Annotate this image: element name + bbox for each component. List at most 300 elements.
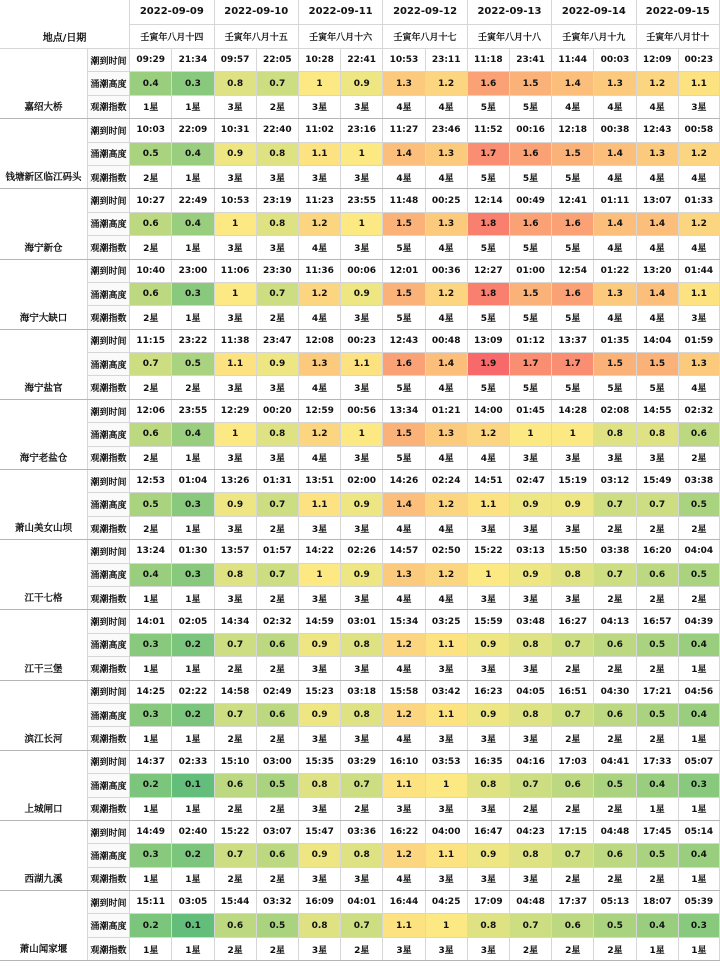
tide-index-cell: 1星 (678, 867, 719, 890)
tide-time-cell: 11:06 (214, 259, 256, 282)
tide-index-cell: 3星 (425, 937, 467, 960)
tide-height-cell: 1.3 (383, 72, 425, 95)
tide-time-cell: 10:27 (130, 189, 172, 212)
tide-height-cell: 1.6 (552, 282, 594, 305)
tide-height-cell: 1.5 (383, 212, 425, 235)
tide-index-cell: 3星 (467, 867, 509, 890)
table-row (0, 165, 720, 188)
tide-time-cell: 14:00 (467, 399, 509, 422)
tide-height-cell: 1.2 (425, 72, 467, 95)
tide-time-cell: 03:32 (256, 891, 298, 914)
tide-index-cell: 3星 (298, 797, 340, 820)
tide-height-cell: 0.6 (256, 633, 298, 656)
tide-index-cell: 3星 (467, 586, 509, 609)
tide-time-cell: 02:49 (256, 680, 298, 703)
table-row (0, 212, 720, 235)
tide-height-cell: 1.8 (467, 282, 509, 305)
tide-time-cell: 13:09 (467, 329, 509, 352)
tide-time-cell: 22:41 (341, 49, 383, 72)
tide-index-cell: 4星 (298, 236, 340, 259)
tide-height-cell: 0.5 (256, 914, 298, 937)
tide-time-cell: 01:59 (678, 329, 719, 352)
tide-time-cell: 17:33 (636, 750, 678, 773)
tide-time-cell: 13:26 (214, 470, 256, 493)
tide-height-cell: 1.3 (678, 353, 719, 376)
tide-index-cell: 2星 (256, 797, 298, 820)
tide-time-cell: 12:53 (130, 470, 172, 493)
table-row (0, 189, 720, 212)
tide-index-cell: 3星 (509, 446, 551, 469)
tide-height-cell: 1.7 (552, 353, 594, 376)
tide-height-cell: 1.1 (383, 914, 425, 937)
tide-height-cell: 1.9 (467, 353, 509, 376)
tide-height-cell: 1.4 (594, 212, 636, 235)
tide-time-cell: 00:25 (425, 189, 467, 212)
tide-height-cell: 1.1 (425, 633, 467, 656)
tide-index-cell: 2星 (130, 306, 172, 329)
tide-time-cell: 12:08 (298, 329, 340, 352)
date-header: 2022-09-10 (214, 0, 298, 24)
tide-height-cell: 0.7 (341, 914, 383, 937)
tide-index-cell: 4星 (298, 306, 340, 329)
location-name: 嘉绍大桥 (0, 49, 87, 119)
tide-index-cell: 2星 (509, 797, 551, 820)
tide-time-cell: 15:58 (383, 680, 425, 703)
tide-time-cell: 11:02 (298, 119, 340, 142)
tide-index-cell: 5星 (383, 446, 425, 469)
tide-height-cell: 1.6 (552, 212, 594, 235)
tide-time-cell: 16:51 (552, 680, 594, 703)
tide-height-cell: 0.4 (678, 844, 719, 867)
tide-index-cell: 4星 (425, 165, 467, 188)
row-label-time: 潮到时间 (87, 189, 129, 212)
tide-time-cell: 15:50 (552, 540, 594, 563)
tide-time-cell: 02:50 (425, 540, 467, 563)
tide-time-cell: 11:15 (130, 329, 172, 352)
tide-index-cell: 5星 (509, 236, 551, 259)
date-header: 2022-09-12 (383, 0, 467, 24)
tide-time-cell: 12:54 (552, 259, 594, 282)
tide-height-cell: 1.4 (636, 282, 678, 305)
tide-time-cell: 03:36 (341, 820, 383, 843)
tide-time-cell: 23:30 (256, 259, 298, 282)
tide-index-cell: 2星 (256, 937, 298, 960)
table-row (0, 282, 720, 305)
location-name: 上城闸口 (0, 750, 87, 820)
tide-index-cell: 3星 (298, 586, 340, 609)
row-label-time: 潮到时间 (87, 329, 129, 352)
tide-height-cell: 1.3 (425, 142, 467, 165)
tide-time-cell: 16:22 (383, 820, 425, 843)
tide-index-cell: 4星 (425, 95, 467, 118)
table-row (0, 657, 720, 680)
tide-height-cell: 0.9 (341, 493, 383, 516)
table-row (0, 516, 720, 539)
tide-height-cell: 1.1 (425, 703, 467, 726)
tide-time-cell: 03:48 (509, 610, 551, 633)
row-label-index: 观潮指数 (87, 937, 129, 960)
tide-time-cell: 14:55 (636, 399, 678, 422)
lunar-date-header: 壬寅年八月十六 (298, 24, 382, 49)
table-row (0, 891, 720, 914)
tide-height-cell: 0.3 (172, 563, 214, 586)
tide-time-cell: 14:37 (130, 750, 172, 773)
tide-index-cell: 2星 (594, 586, 636, 609)
tide-index-cell: 3星 (214, 376, 256, 399)
tide-height-cell: 0.5 (130, 142, 172, 165)
tide-time-cell: 15:47 (298, 820, 340, 843)
tide-time-cell: 15:22 (214, 820, 256, 843)
tide-time-cell: 14:01 (130, 610, 172, 633)
tide-index-cell: 1星 (172, 236, 214, 259)
location-name: 江干七格 (0, 540, 87, 610)
tide-time-cell: 14:04 (636, 329, 678, 352)
tide-index-cell: 2星 (636, 867, 678, 890)
date-header: 2022-09-13 (467, 0, 551, 24)
tide-index-cell: 4星 (594, 95, 636, 118)
tide-height-cell: 1.3 (425, 212, 467, 235)
tide-height-cell: 1.2 (678, 212, 719, 235)
tide-time-cell: 15:35 (298, 750, 340, 773)
tide-index-cell: 2星 (509, 937, 551, 960)
table-body (0, 49, 720, 961)
tide-index-cell: 3星 (425, 797, 467, 820)
tide-time-cell: 16:10 (383, 750, 425, 773)
tide-time-cell: 17:03 (552, 750, 594, 773)
tide-height-cell: 1 (341, 142, 383, 165)
tide-index-cell: 5星 (552, 376, 594, 399)
tide-height-cell: 0.6 (130, 282, 172, 305)
tide-height-cell: 0.8 (341, 844, 383, 867)
tide-index-cell: 5星 (509, 376, 551, 399)
row-label-height: 涌潮高度 (87, 142, 129, 165)
lunar-date-header: 壬寅年八月十七 (383, 24, 467, 49)
tide-time-cell: 17:37 (552, 891, 594, 914)
tide-time-cell: 04:01 (341, 891, 383, 914)
row-label-time: 潮到时间 (87, 399, 129, 422)
tide-height-cell: 1.2 (425, 282, 467, 305)
tide-index-cell: 2星 (214, 937, 256, 960)
tide-height-cell: 0.2 (172, 844, 214, 867)
tide-time-cell: 02:47 (509, 470, 551, 493)
tide-index-cell: 4星 (552, 95, 594, 118)
tide-time-cell: 04:00 (425, 820, 467, 843)
tide-height-cell: 0.3 (172, 282, 214, 305)
tide-height-cell: 0.1 (172, 774, 214, 797)
tide-height-cell: 1 (341, 212, 383, 235)
tide-index-cell: 4星 (383, 657, 425, 680)
table-row (0, 797, 720, 820)
tide-index-cell: 4星 (636, 236, 678, 259)
tide-index-cell: 3星 (341, 446, 383, 469)
tide-height-cell: 1 (425, 914, 467, 937)
row-label-height: 涌潮高度 (87, 423, 129, 446)
tide-height-cell: 0.7 (214, 633, 256, 656)
tide-time-cell: 12:43 (383, 329, 425, 352)
table-row (0, 470, 720, 493)
tide-time-cell: 00:49 (509, 189, 551, 212)
tide-time-cell: 00:48 (425, 329, 467, 352)
row-label-height: 涌潮高度 (87, 212, 129, 235)
tide-time-cell: 01:45 (509, 399, 551, 422)
tide-height-cell: 1.2 (467, 423, 509, 446)
tide-index-cell: 4星 (298, 376, 340, 399)
tide-index-cell: 2星 (594, 867, 636, 890)
tide-height-cell: 1.2 (383, 703, 425, 726)
row-label-height: 涌潮高度 (87, 914, 129, 937)
tide-index-cell: 3星 (298, 95, 340, 118)
tide-index-cell: 4星 (594, 165, 636, 188)
tide-height-cell: 0.6 (594, 703, 636, 726)
tide-height-cell: 0.6 (214, 914, 256, 937)
tide-time-cell: 14:58 (214, 680, 256, 703)
tide-index-cell: 3星 (214, 306, 256, 329)
tide-time-cell: 03:00 (256, 750, 298, 773)
tide-index-cell: 1星 (172, 937, 214, 960)
tide-index-cell: 3星 (509, 867, 551, 890)
tide-time-cell: 11:44 (552, 49, 594, 72)
tide-height-cell: 1 (214, 282, 256, 305)
corner-label: 地点/日期 (0, 0, 130, 49)
row-label-index: 观潮指数 (87, 95, 129, 118)
tide-index-cell: 4星 (383, 727, 425, 750)
tide-index-cell: 3星 (509, 586, 551, 609)
tide-time-cell: 00:38 (594, 119, 636, 142)
tide-index-cell: 5星 (467, 236, 509, 259)
tide-index-cell: 4星 (594, 236, 636, 259)
tide-index-cell: 2星 (256, 867, 298, 890)
tide-time-cell: 13:51 (298, 470, 340, 493)
tide-time-cell: 17:09 (467, 891, 509, 914)
tide-index-cell: 2星 (130, 516, 172, 539)
tide-time-cell: 03:07 (256, 820, 298, 843)
tide-time-cell: 05:14 (678, 820, 719, 843)
tide-height-cell: 0.7 (256, 282, 298, 305)
tide-time-cell: 01:30 (172, 540, 214, 563)
tide-index-cell: 5星 (552, 236, 594, 259)
location-name: 海宁新仓 (0, 189, 87, 259)
table-row (0, 750, 720, 773)
tide-height-cell: 0.5 (678, 563, 719, 586)
tide-height-cell: 1 (341, 423, 383, 446)
tide-time-cell: 23:46 (425, 119, 467, 142)
row-label-time: 潮到时间 (87, 49, 129, 72)
table-row (0, 540, 720, 563)
row-label-height: 涌潮高度 (87, 844, 129, 867)
tide-height-cell: 1.8 (467, 212, 509, 235)
tide-height-cell: 0.5 (172, 353, 214, 376)
tide-height-cell: 0.3 (130, 633, 172, 656)
table-row (0, 142, 720, 165)
tide-index-cell: 4星 (678, 165, 719, 188)
table-row (0, 563, 720, 586)
tide-time-cell: 17:15 (552, 820, 594, 843)
location-name: 海宁大缺口 (0, 259, 87, 329)
tide-height-cell: 0.4 (172, 142, 214, 165)
tide-height-cell: 0.9 (509, 563, 551, 586)
tide-time-cell: 11:36 (298, 259, 340, 282)
table-row (0, 844, 720, 867)
tide-index-cell: 3星 (552, 446, 594, 469)
tide-height-cell: 0.6 (256, 703, 298, 726)
tide-time-cell: 04:05 (509, 680, 551, 703)
tide-height-cell: 0.4 (130, 72, 172, 95)
tide-index-cell: 2星 (130, 236, 172, 259)
tide-height-cell: 1.4 (425, 353, 467, 376)
table-row (0, 493, 720, 516)
tide-time-cell: 15:22 (467, 540, 509, 563)
tide-height-cell: 0.4 (172, 212, 214, 235)
tide-time-cell: 04:25 (425, 891, 467, 914)
tide-time-cell: 10:53 (214, 189, 256, 212)
tide-height-cell: 1.4 (383, 142, 425, 165)
tide-time-cell: 16:20 (636, 540, 678, 563)
tide-height-cell: 0.1 (172, 914, 214, 937)
tide-time-cell: 04:39 (678, 610, 719, 633)
tide-height-cell: 1.6 (467, 72, 509, 95)
date-header: 2022-09-11 (298, 0, 382, 24)
tide-height-cell: 0.9 (467, 844, 509, 867)
table-row (0, 727, 720, 750)
tide-time-cell: 14:49 (130, 820, 172, 843)
lunar-date-header: 壬寅年八月十四 (130, 24, 214, 49)
tide-height-cell: 0.9 (214, 493, 256, 516)
tide-height-cell: 0.7 (594, 493, 636, 516)
tide-height-cell: 0.7 (214, 844, 256, 867)
tide-time-cell: 23:55 (341, 189, 383, 212)
tide-index-cell: 2星 (214, 657, 256, 680)
tide-height-cell: 0.7 (552, 844, 594, 867)
tide-index-cell: 4星 (383, 516, 425, 539)
tide-height-cell: 0.6 (256, 844, 298, 867)
tide-height-cell: 0.3 (172, 72, 214, 95)
tide-time-cell: 13:07 (636, 189, 678, 212)
tide-time-cell: 09:29 (130, 49, 172, 72)
tide-time-cell: 00:03 (594, 49, 636, 72)
row-label-index: 观潮指数 (87, 306, 129, 329)
tide-time-cell: 16:35 (467, 750, 509, 773)
tide-height-cell: 0.8 (256, 212, 298, 235)
tide-height-cell: 0.6 (678, 423, 719, 446)
tide-time-cell: 23:55 (172, 399, 214, 422)
tide-time-cell: 00:58 (678, 119, 719, 142)
tide-index-cell: 2星 (552, 657, 594, 680)
tide-time-cell: 14:59 (298, 610, 340, 633)
table-row (0, 72, 720, 95)
tide-height-cell: 0.5 (594, 914, 636, 937)
tide-index-cell: 1星 (172, 446, 214, 469)
tide-time-cell: 14:22 (298, 540, 340, 563)
tide-index-cell: 2星 (341, 797, 383, 820)
table-row (0, 820, 720, 843)
tide-time-cell: 15:23 (298, 680, 340, 703)
tide-index-cell: 1星 (678, 727, 719, 750)
tide-height-cell: 0.6 (214, 774, 256, 797)
tide-height-cell: 1.2 (298, 423, 340, 446)
tide-height-cell: 1.1 (214, 353, 256, 376)
tide-index-cell: 3星 (214, 516, 256, 539)
tide-index-cell: 4星 (678, 236, 719, 259)
tide-time-cell: 12:09 (636, 49, 678, 72)
tide-height-cell: 0.7 (594, 563, 636, 586)
tide-time-cell: 22:40 (256, 119, 298, 142)
row-label-index: 观潮指数 (87, 867, 129, 890)
date-header: 2022-09-14 (552, 0, 636, 24)
location-name: 钱塘新区临江码头 (0, 119, 87, 189)
lunar-date-header: 壬寅年八月廿十 (636, 24, 719, 49)
tide-height-cell: 0.8 (509, 633, 551, 656)
tide-height-cell: 0.9 (467, 633, 509, 656)
row-label-index: 观潮指数 (87, 376, 129, 399)
tide-height-cell: 1.5 (509, 72, 551, 95)
tide-time-cell: 05:39 (678, 891, 719, 914)
table-row (0, 399, 720, 422)
tide-index-cell: 5星 (467, 165, 509, 188)
tide-index-cell: 1星 (636, 937, 678, 960)
tide-index-cell: 4星 (425, 446, 467, 469)
tide-height-cell: 0.5 (256, 774, 298, 797)
tide-index-cell: 5星 (509, 165, 551, 188)
tide-height-cell: 0.7 (341, 774, 383, 797)
tide-index-cell: 3星 (509, 727, 551, 750)
tide-index-cell: 4星 (425, 236, 467, 259)
tide-height-cell: 1.1 (678, 282, 719, 305)
tide-height-cell: 0.8 (552, 563, 594, 586)
tide-index-cell: 2星 (636, 657, 678, 680)
row-label-index: 观潮指数 (87, 165, 129, 188)
tide-time-cell: 23:47 (256, 329, 298, 352)
tide-height-cell: 0.8 (256, 142, 298, 165)
tide-time-cell: 17:45 (636, 820, 678, 843)
tide-index-cell: 2星 (256, 586, 298, 609)
tide-index-cell: 4星 (636, 165, 678, 188)
tide-time-cell: 02:22 (172, 680, 214, 703)
tide-height-cell: 1.7 (467, 142, 509, 165)
tide-time-cell: 01:21 (425, 399, 467, 422)
tide-index-cell: 3星 (341, 95, 383, 118)
tide-index-cell: 2星 (256, 306, 298, 329)
tide-index-cell: 2星 (636, 516, 678, 539)
tide-time-cell: 12:06 (130, 399, 172, 422)
tide-height-cell: 0.3 (130, 703, 172, 726)
tide-index-cell: 3星 (636, 446, 678, 469)
tide-height-cell: 0.6 (130, 212, 172, 235)
tide-height-cell: 0.8 (214, 72, 256, 95)
row-label-time: 潮到时间 (87, 680, 129, 703)
location-name: 萧山闻家堰 (0, 891, 87, 961)
row-label-time: 潮到时间 (87, 259, 129, 282)
tide-time-cell: 10:31 (214, 119, 256, 142)
table-row (0, 633, 720, 656)
tide-index-cell: 3星 (425, 657, 467, 680)
tide-height-cell: 1.1 (298, 493, 340, 516)
tide-time-cell: 10:40 (130, 259, 172, 282)
tide-time-cell: 04:48 (594, 820, 636, 843)
tide-index-cell: 1星 (172, 867, 214, 890)
tide-time-cell: 16:47 (467, 820, 509, 843)
tide-index-cell: 2星 (552, 797, 594, 820)
tide-index-cell: 2星 (594, 516, 636, 539)
tide-index-cell: 2星 (594, 727, 636, 750)
tide-time-cell: 02:33 (172, 750, 214, 773)
tide-height-cell: 0.8 (341, 703, 383, 726)
tide-index-cell: 1星 (130, 797, 172, 820)
row-label-height: 涌潮高度 (87, 633, 129, 656)
tide-time-cell: 10:28 (298, 49, 340, 72)
tide-time-cell: 03:12 (594, 470, 636, 493)
tide-time-cell: 01:57 (256, 540, 298, 563)
tide-height-cell: 1.6 (383, 353, 425, 376)
